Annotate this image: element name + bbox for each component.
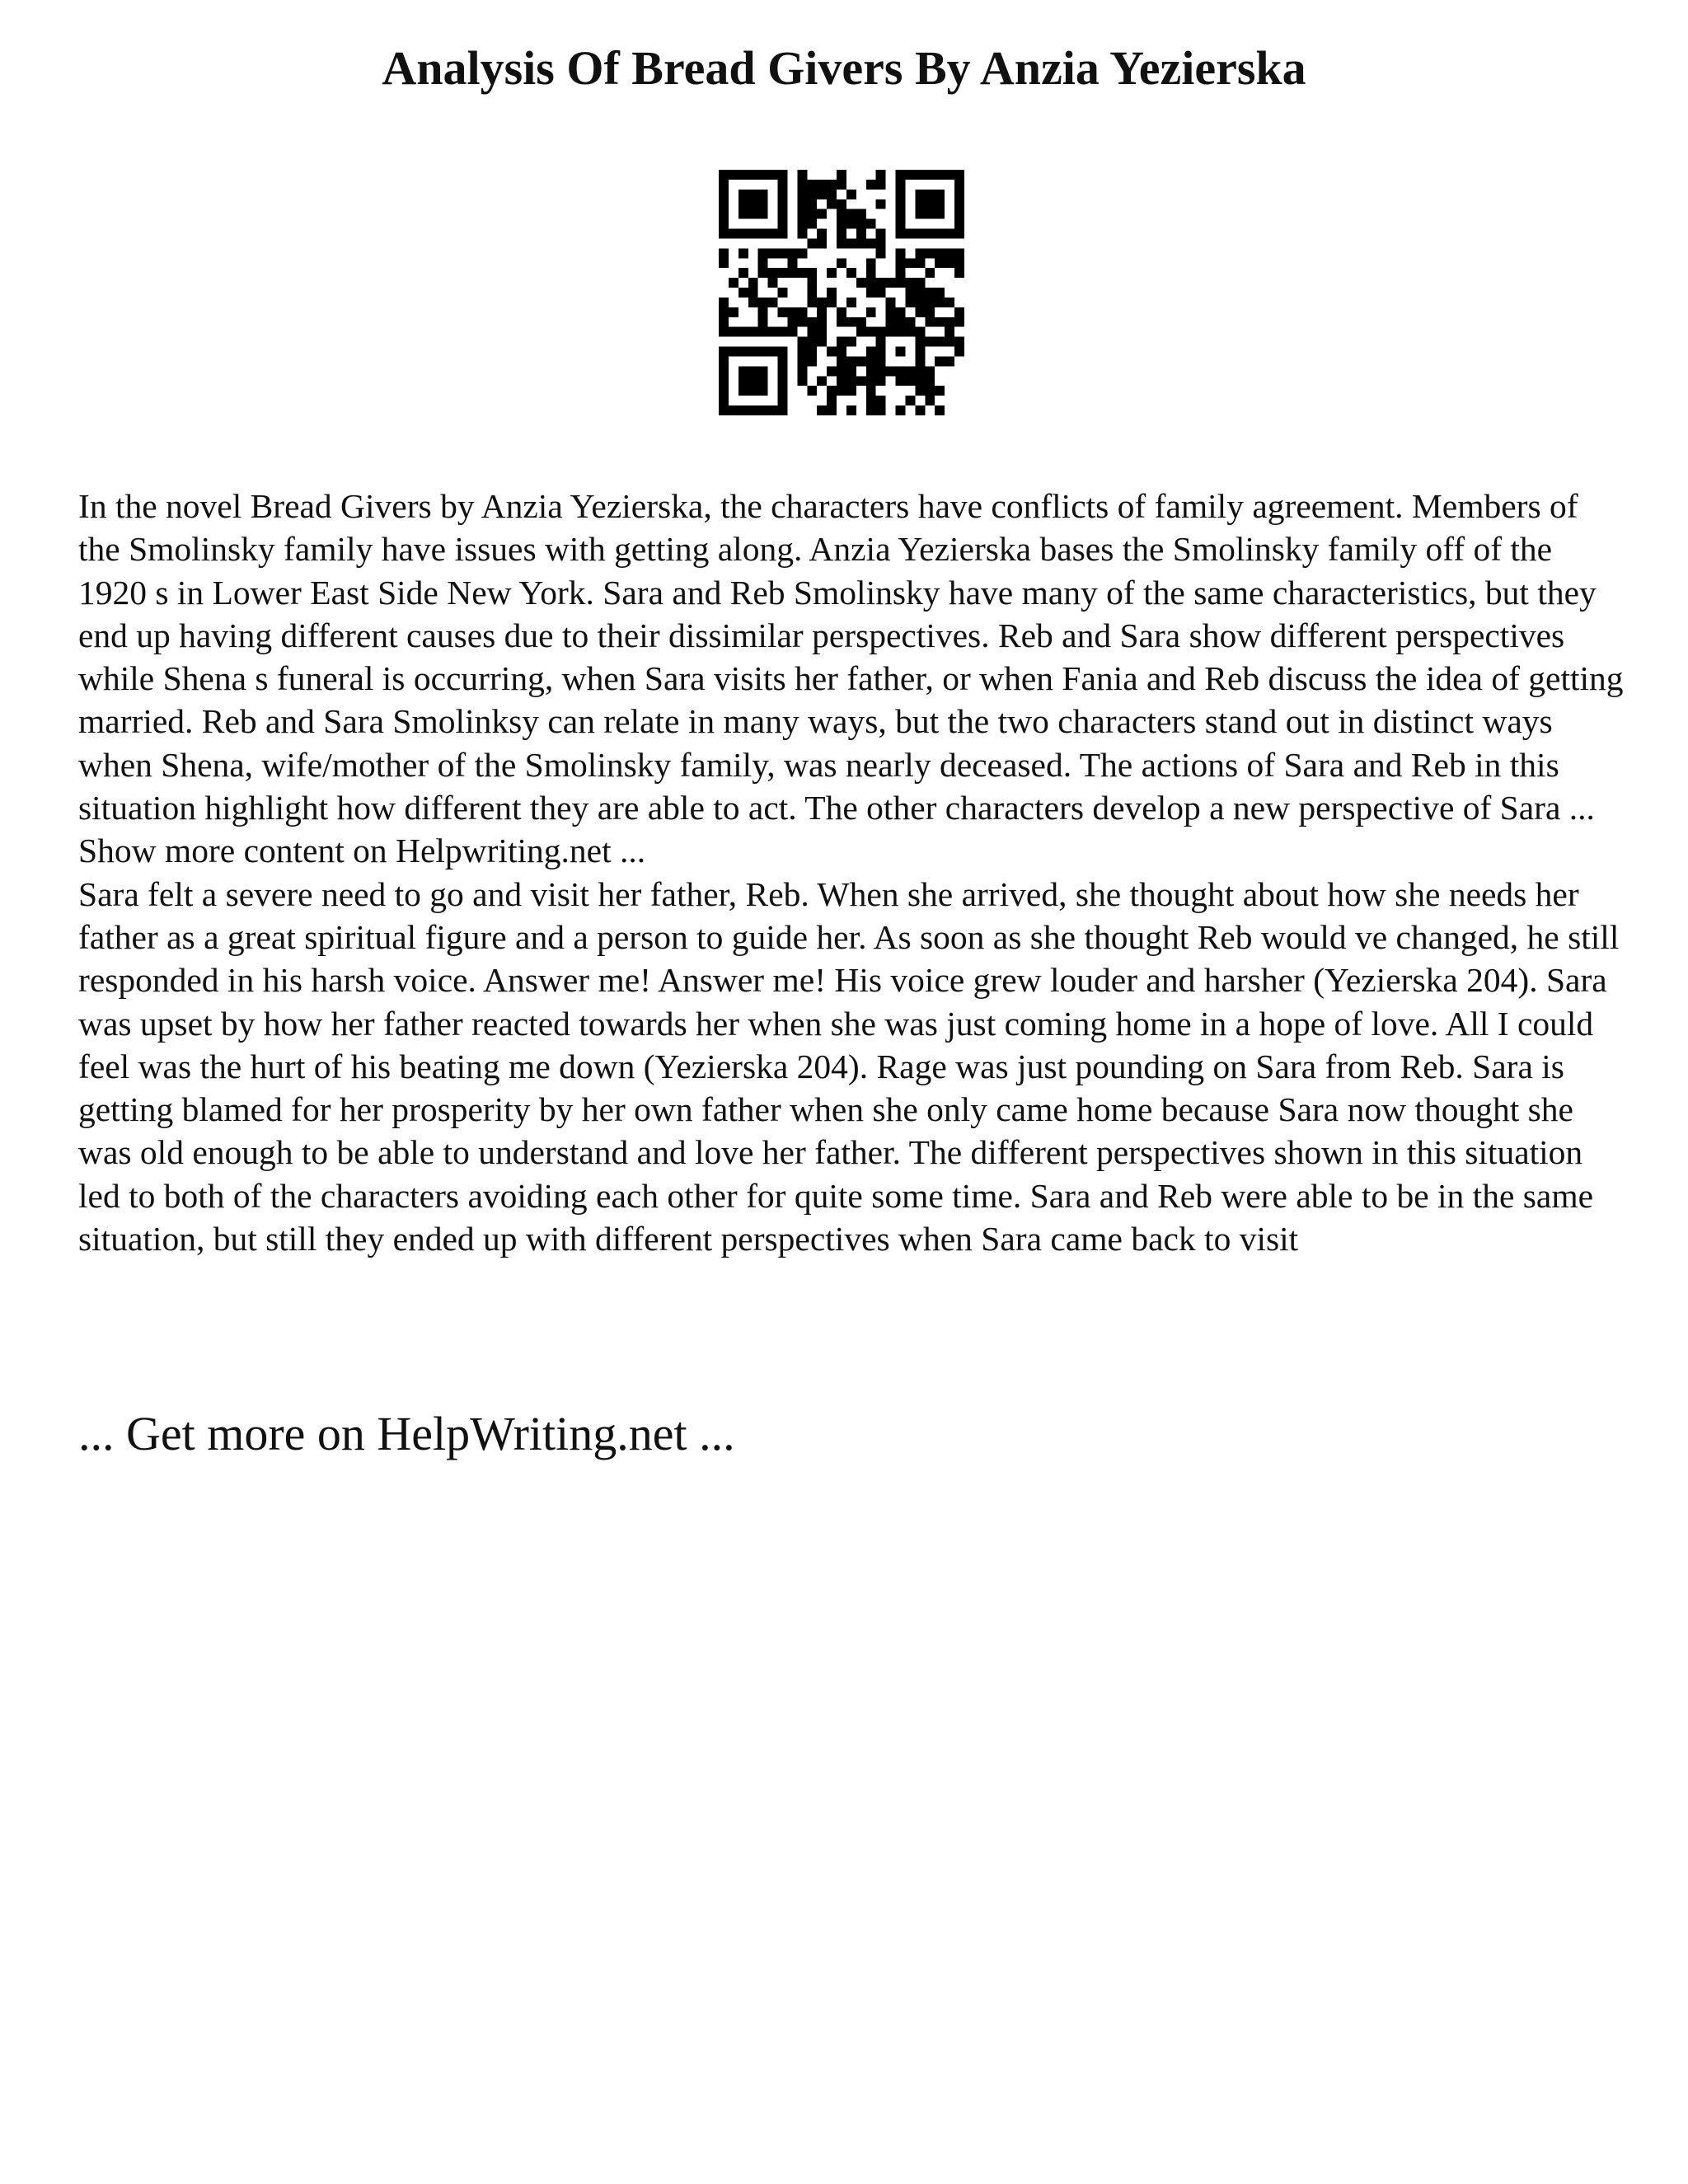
page-title: Analysis Of Bread Givers By Anzia Yezierska xyxy=(382,41,1306,95)
article-body xyxy=(78,485,1628,1260)
qr-code-graphic xyxy=(719,170,964,415)
paragraph-1: In the novel Bread Givers by Anzia Yezierska, the characters have conflicts of family agreement. Members of the Smolinsky family have issues with getting along. Anzia Yezierska bases the Smolinsky family off of the 1920 s in Lower East Side New York. Sara and Reb Smolinsky have many of the same characteristics, but they end up having different causes due to their dissimilar perspectives. Reb and Sara show different perspectives while Shena s funeral is occurring, when Sara visits her father, or when Fania and Reb discuss the idea of getting married. Reb and Sara Smolinksy can relate in many ways, but the two characters stand out in distinct ways when Shena, wife/mother of the Smolinsky family, was nearly deceased. The actions of Sara and Reb in this situation highlight how different they are able to act. The other characters develop a new perspective of Sara ... Show more content on Helpwriting.net ... xyxy=(78,487,1624,870)
paragraph-2: Sara felt a severe need to go and visit her father, Reb. When she arrived, she thought about how she needs her father as a great spiritual figure and a person to guide her. As soon as she thought Reb would ve changed, he still responded in his harsh voice. Answer me! Answer me! His voice grew louder and harsher (Yezierska 204). Sara was upset by how her father reacted towards her when she was just coming home in a hope of love. All I could feel was the hurt of his beating me down (Yezierska 204). Rage was just pounding on Sara from Reb. Sara is getting blamed for her prosperity by her own father when she only came home because Sara now thought she was old enough to be able to understand and love her father. The different perspectives shown in this situation led to both of the characters avoiding each other for quite some time. Sara and Reb were able to be in the same situation, but still they ended up with different perspectives when Sara came back to visit xyxy=(78,874,1620,1258)
get-more-link[interactable]: ... Get more on HelpWriting.net ... xyxy=(78,1407,735,1460)
qr-code-icon[interactable] xyxy=(719,170,964,415)
